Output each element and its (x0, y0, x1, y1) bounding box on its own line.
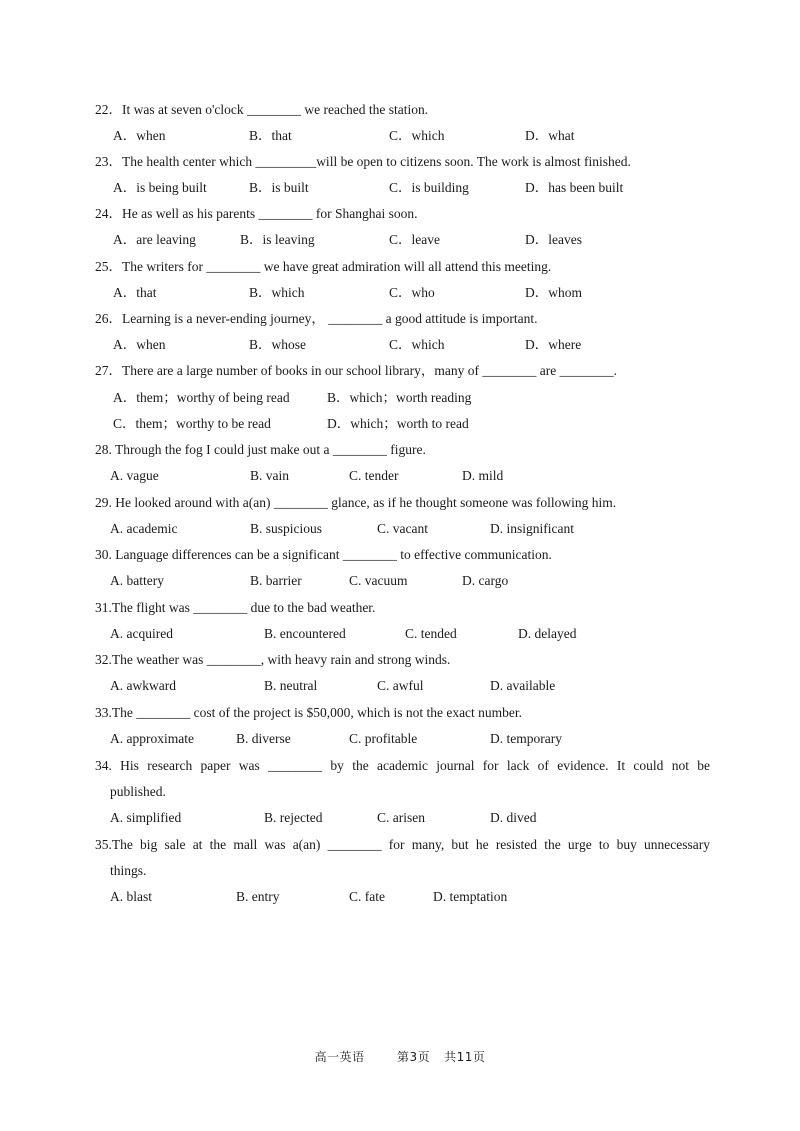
option-c: C. vacant (377, 521, 428, 536)
option-a: A. acquired (110, 626, 173, 641)
question-27-stem: 27．There are a large number of books in our school library，many of ________ are ________. (95, 363, 617, 378)
question-24-options (0, 227, 800, 253)
question-35-stem-continued: things. (110, 863, 147, 878)
option-b: B．is built (249, 180, 309, 195)
question-25-options (0, 280, 800, 306)
option-d: D. insignificant (490, 521, 574, 536)
option-d: D. delayed (518, 626, 577, 641)
question-31-stem: 31.The flight was ________ due to the bad weather. (95, 600, 376, 615)
question-22-stem: 22．It was at seven o'clock ________ we reached the station. (95, 102, 429, 117)
option-d: D．whom (525, 285, 582, 300)
option-b: B. barrier (250, 573, 302, 588)
option-c: C. profitable (349, 731, 418, 746)
question-23-stem: 23．The health center which _________will be open to citizens soon. The work is almost finished. (95, 154, 631, 169)
question-34-stem-continued: published. (110, 784, 166, 799)
option-a: A. approximate (110, 731, 194, 746)
option-c: C．is building (389, 180, 469, 195)
option-a: A．them；worthy of being read (113, 390, 290, 405)
option-c: C．them；worthy to be read (113, 416, 271, 431)
option-b: B．which (249, 285, 305, 300)
option-d: D. mild (462, 468, 504, 483)
option-d: D．what (525, 128, 575, 143)
question-32-stem: 32.The weather was ________, with heavy rain and strong winds. (95, 652, 451, 667)
question-33-options (0, 726, 800, 752)
option-c: C．which (389, 128, 445, 143)
option-a: A．when (113, 337, 166, 352)
option-c: C. vacuum (349, 573, 408, 588)
option-b: B．that (249, 128, 292, 143)
question-33-stem: 33.The ________ cost of the project is $50,000, which is not the exact number. (95, 705, 523, 720)
option-a: A. blast (110, 889, 152, 904)
option-c: C. fate (349, 889, 385, 904)
question-26-options (0, 332, 800, 358)
footer-page-number: 第3页 (396, 1050, 431, 1064)
option-d: D. cargo (462, 573, 509, 588)
option-a: A. academic (110, 521, 178, 536)
option-b: B．whose (249, 337, 306, 352)
question-27-options-row-1 (0, 385, 800, 411)
option-c: C．who (389, 285, 435, 300)
page-footer (0, 1048, 800, 1065)
question-25-stem: 25．The writers for ________ we have great admiration will all attend this meeting. (95, 259, 552, 274)
question-32-options (0, 673, 800, 699)
option-a: A. simplified (110, 810, 182, 825)
option-b: B. diverse (236, 731, 291, 746)
question-29-stem: 29. He looked around with a(an) ________ glance, as if he thought someone was following him. (95, 495, 617, 510)
option-a: A. battery (110, 573, 164, 588)
option-d: D. temptation (433, 889, 508, 904)
question-23-options (0, 175, 800, 201)
question-30-stem: 30. Language differences can be a significant ________ to effective communication. (95, 547, 552, 562)
option-a: A. vague (110, 468, 159, 483)
question-29-options (0, 516, 800, 542)
option-c: C. tended (405, 626, 457, 641)
option-d: D．which；worth to read (327, 416, 469, 431)
option-b: B. suspicious (250, 521, 323, 536)
option-b: B. encountered (264, 626, 346, 641)
option-b: B．which；worth reading (327, 390, 472, 405)
option-b: B. vain (250, 468, 289, 483)
question-28-stem: 28. Through the fog I could just make out a ________ figure. (95, 442, 426, 457)
question-22-options (0, 123, 800, 149)
option-d: D．has been built (525, 180, 624, 195)
option-d: D. available (490, 678, 556, 693)
question-35-stem: 35.The big sale at the mall was a(an) ________ for many, but he resisted the urge to buy unnecessary (95, 837, 710, 852)
question-30-options (0, 568, 800, 594)
question-28-options (0, 463, 800, 489)
option-a: A．is being built (113, 180, 207, 195)
footer-subject: 高一英语 (314, 1050, 365, 1064)
option-c: C．which (389, 337, 445, 352)
question-27-options-row-2 (0, 411, 800, 437)
option-a: A．that (113, 285, 157, 300)
option-c: C. awful (377, 678, 424, 693)
option-d: D. dived (490, 810, 537, 825)
option-c: C. tender (349, 468, 399, 483)
question-35-options (0, 884, 800, 910)
question-34-options (0, 805, 800, 831)
option-a: A．are leaving (113, 232, 196, 247)
option-c: C. arisen (377, 810, 425, 825)
option-a: A．when (113, 128, 166, 143)
option-b: B. rejected (264, 810, 323, 825)
option-c: C．leave (389, 232, 440, 247)
option-d: D．where (525, 337, 582, 352)
option-b: B. entry (236, 889, 280, 904)
footer-total-pages: 共11页 (444, 1050, 486, 1064)
option-d: D．leaves (525, 232, 582, 247)
option-d: D. temporary (490, 731, 562, 746)
question-26-stem: 26．Learning is a never-ending journey， ________ a good attitude is important. (95, 311, 538, 326)
question-31-options (0, 621, 800, 647)
question-34-stem: 34. His research paper was ________ by the academic journal for lack of evidence. It could not be (95, 758, 710, 773)
option-a: A. awkward (110, 678, 176, 693)
option-b: B. neutral (264, 678, 318, 693)
option-b: B．is leaving (240, 232, 315, 247)
question-24-stem: 24．He as well as his parents ________ for Shanghai soon. (95, 206, 418, 221)
